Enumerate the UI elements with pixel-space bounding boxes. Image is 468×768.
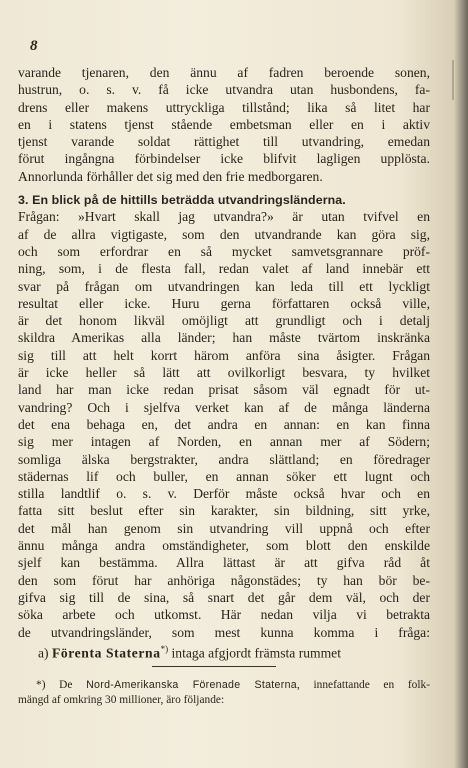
text-line: Annorlunda förhåller det sig med den frie medborgaren.	[18, 168, 323, 184]
footnote-marker-text: *) De	[36, 679, 73, 691]
text-line: och som erfordrar en så mycket samvetsgrannare pröf-	[18, 243, 430, 259]
text-line: stilla landtlif o. s. v. Derför måste också hvar och en	[18, 486, 430, 502]
text-line: varande tjenaren, den ännu af fadren beroende sonen,	[18, 65, 430, 80]
text-line: Frågan: »Hvart skall jag utvandra?» är utan tvifvel en	[18, 209, 430, 225]
page-number: 8	[30, 38, 38, 54]
paragraph-2	[18, 208, 430, 640]
text-line: sig till att helt korrt härom anföra sina åsigter. Frågan	[18, 347, 430, 363]
text-line: en i statens tjenst stående embetsman eller en i aktiv	[18, 116, 430, 132]
text-line: svar på frågan om utvandringen kan leda till ett lyckligt	[18, 278, 430, 294]
item-a-rest: intaga afgjordt främsta rummet	[168, 645, 341, 661]
footnote-line1-rest: , innefattande en folk-	[296, 679, 430, 691]
text-line: skildra Amerikas alla länder; han måste tvärtom inskränka	[18, 330, 430, 346]
text-line: det ena behaga en, det andra en annan: en kan finna	[18, 416, 430, 432]
text-line: af de allra vigtigaste, som den utvandrande kan göra sig,	[18, 226, 430, 242]
paragraph-1	[18, 64, 430, 185]
text-line: den som förut har anhöriga någonstädes; ty han bör be-	[18, 572, 430, 588]
text-line: drens eller makens uttryckliga tillstånd; lika så litet har	[18, 99, 430, 115]
footnote-line-2: mängd af omkring 30 millioner, äro följande:	[18, 694, 225, 706]
text-line: somliga älska bergstrakter, andra slättland; en föredrager	[18, 451, 430, 467]
text-line: söka arbete och utkomst. Här nedan vilja vi betrakta	[18, 607, 430, 623]
footnote-rule	[152, 666, 276, 667]
text-line: ännu många andra omständigheter, som blott den enskilde	[18, 538, 430, 554]
text-line: förut ingångna förbindelser icke blifvit lagligen upplösta.	[18, 151, 430, 167]
footnote	[18, 678, 430, 708]
text-line: ning, som, i de flesta fall, redan valet af land innebär ett	[18, 261, 430, 277]
item-a-line	[18, 641, 430, 661]
footnote-marker: *)	[160, 643, 169, 654]
text-line: är icke heller så lätt att ovilkorligt besvara, ty hvilket	[18, 365, 430, 381]
text-line: städernas lif och buller, en annan söker ett lugnt och	[18, 468, 430, 484]
text-line: land har man icke redan prisat såsom väl egnadt för ut-	[18, 382, 430, 398]
text-line: vandring? Och i sjelfva verket kan af de många länderna	[18, 399, 430, 415]
footnote-line-1	[18, 678, 430, 693]
text-line: fatta sitt beslut efter sin karakter, sin bildning, sitt yrke,	[18, 503, 430, 519]
item-a-prefix: a)	[38, 645, 49, 661]
item-a-title: Förenta Staterna	[51, 645, 161, 661]
text-line: tjenst varande soldat rättighet till utvandring, emedan	[18, 134, 430, 150]
page-edge-shadow	[452, 60, 454, 100]
text-line: det mål han genom sin utvandring vill uppnå och efter	[18, 520, 430, 536]
text-line: är det honom likväl omöjligt att grundligt och i detalj	[18, 313, 430, 329]
text-line: sjelf kan bestämma. Allra lättast är att gifva råd åt	[18, 555, 430, 571]
section-heading: 3. En blick på de hittills beträdda utvandringsländerna.	[18, 193, 346, 208]
text-line: de utvandringsländer, som mest kunna komma i fråga:	[18, 624, 430, 640]
footnote-title: Nord-Amerikanska Förenade Staterna	[86, 679, 297, 691]
body-text	[18, 64, 430, 661]
section-heading-line	[18, 191, 430, 208]
text-line: hustrun, o. s. v. få icke utvandra utan husbondens, fa-	[18, 82, 430, 98]
text-line: resultat eller icke. Huru gerna författaren också ville,	[18, 295, 430, 311]
text-line: sig mer intagen af Norden, en annan mer af Södern;	[18, 434, 430, 450]
text-line: gifva sig till de sina, så snart det går dem väl, och der	[18, 589, 430, 605]
